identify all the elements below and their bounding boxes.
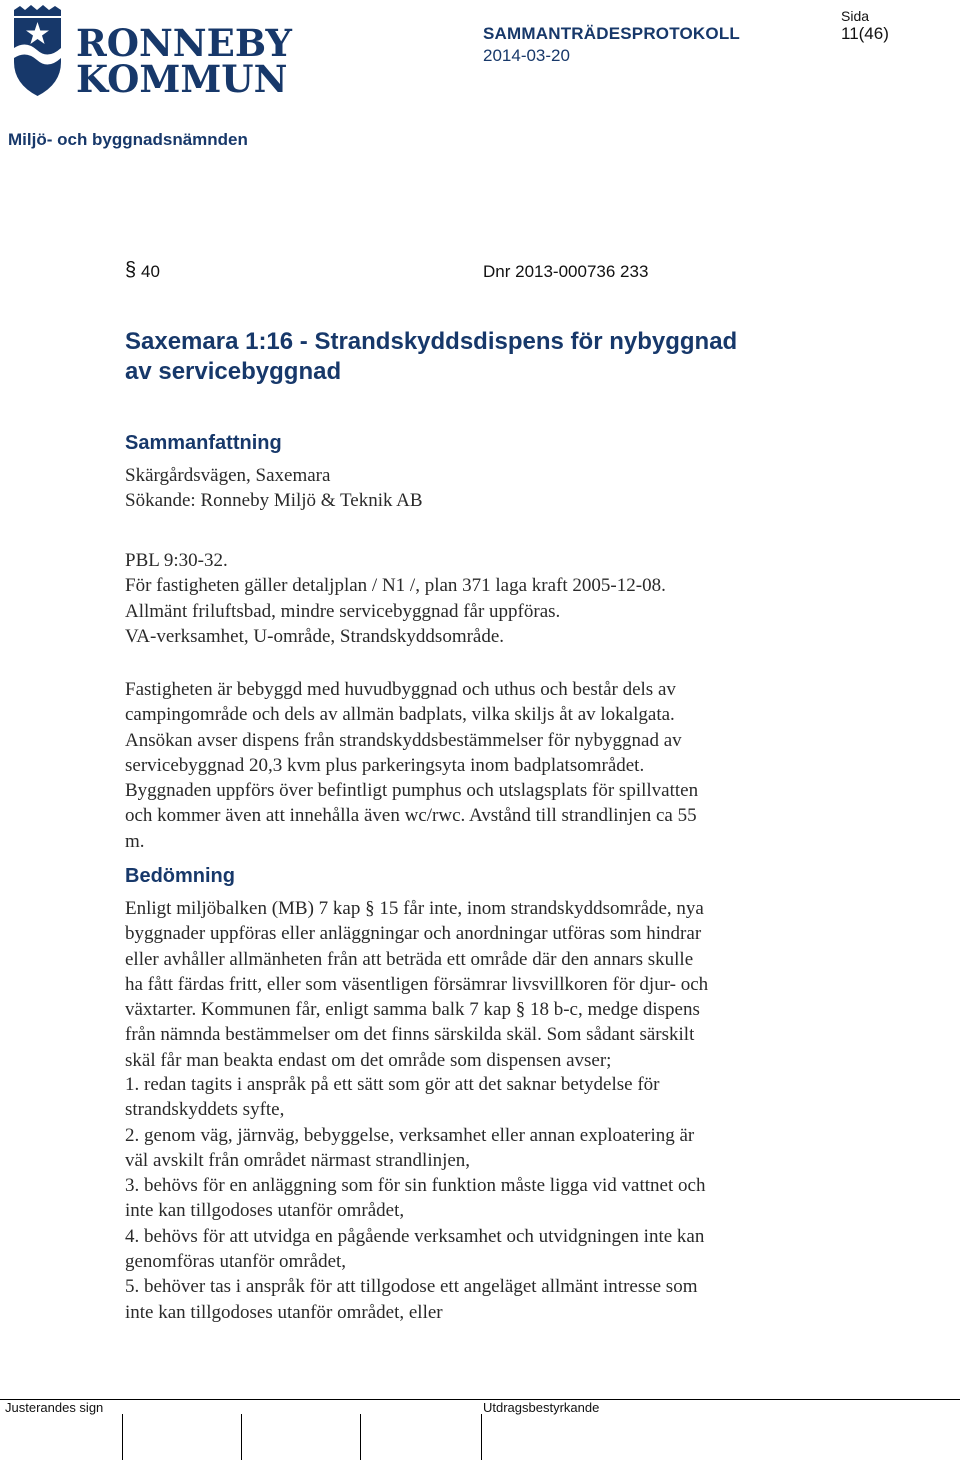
text-line: från nämnda bestämmelser om det finns särskilda skäl. Som sådant särskilt [125, 1024, 695, 1046]
signature-box-divider [122, 1414, 123, 1460]
list-item-line: 3. behövs för en anläggning som för sin funktion måste ligga vid vattnet och [125, 1175, 706, 1197]
text-line: m. [125, 830, 145, 852]
text-line: Enligt miljöbalken (MB) 7 kap § 15 får inte, inom strandskyddsområde, nya [125, 898, 704, 919]
list-item-line: 2. genom väg, järnväg, bebyggelse, verksamhet eller annan exploatering är [125, 1124, 695, 1146]
summary-heading: Sammanfattning [125, 432, 282, 454]
text-line: Sökande: Ronneby Miljö & Teknik AB [125, 490, 423, 512]
page-title [125, 327, 845, 387]
committee-name: Miljö- och byggnadsnämnden [8, 130, 248, 149]
text-line: campingområde och dels av allmän badplats, vilka skiljs åt av lokalgata. [125, 704, 675, 726]
list-item [125, 1274, 815, 1325]
list-item-line: 1. redan tagits i anspråk på ett sätt som gör att det saknar betydelse för [125, 1074, 660, 1095]
logo-text-kommun: KOMMUN [76, 57, 288, 101]
extract-certification-label: Utdragsbestyrkande [483, 1400, 600, 1415]
plan-info-block [125, 548, 885, 649]
text-line: Fastigheten är bebyggd med huvudbyggnad och uthus och består dels av [125, 679, 676, 700]
text-line: servicebyggnad 20,3 kvm plus parkeringsyta inom badplatsområdet. [125, 754, 645, 776]
signature-box-divider [241, 1414, 242, 1460]
list-item-line: väl avskilt från området närmast strandlinjen, [125, 1149, 471, 1171]
page-label: Sida [841, 8, 870, 24]
text-line: Skärgårdsvägen, Saxemara [125, 465, 331, 486]
text-line: eller avhåller allmänheten från att beträda ett område där den annars skulle [125, 948, 694, 970]
signature-label: Justerandes sign [5, 1400, 104, 1415]
list-item-line: inte kan tillgodoses utanför området, [125, 1200, 405, 1222]
logo-text-ronneby: RONNEBY [76, 21, 292, 65]
text-line: För fastigheten gäller detaljplan / N1 /, plan 371 laga kraft 2005-12-08. [125, 575, 666, 597]
list-item [125, 1173, 815, 1224]
address-block [125, 463, 885, 514]
list-item-line: genomföras utanför området, [125, 1251, 347, 1273]
text-line: byggnader uppföras eller anläggningar och anordningar utföras som hindrar [125, 923, 702, 945]
title-line: Saxemara 1:16 - Strandskyddsdispens för nybyggnad [125, 328, 738, 355]
list-item-line: 5. behöver tas i anspråk för att tillgodose ett angeläget allmänt intresse som [125, 1276, 698, 1298]
list-item [125, 1123, 815, 1174]
list-item-line: strandskyddets syfte, [125, 1099, 285, 1121]
list-item [125, 1224, 815, 1275]
signature-box-divider [360, 1414, 361, 1460]
page-number: 11(46) [841, 24, 889, 43]
text-line: Byggnaden uppförs över befintligt pumphus och utslagsplats för spillvatten [125, 780, 699, 802]
meeting-date: 2014-03-20 [483, 46, 570, 65]
text-line: VA-verksamhet, U-område, Strandskyddsområde. [125, 625, 505, 647]
assessment-text [125, 896, 815, 1073]
text-line: ha fått färdas fritt, eller som väsentligen försämrar livsvillkoren för djur- och [125, 973, 709, 995]
diary-number: Dnr 2013-000736 233 [483, 262, 649, 281]
criteria-list [125, 1072, 815, 1325]
text-line: Ansökan avser dispens från strandskyddsbestämmelser för nybyggnad av [125, 729, 682, 751]
paragraph-number: 40 [141, 262, 160, 281]
footer-divider [0, 1399, 960, 1400]
text-line: PBL 9:30-32. [125, 550, 228, 571]
coat-of-arms-icon [10, 4, 292, 101]
text-line: och kommer även att innehålla även wc/rwc. Avstånd till strandlinjen ca 55 [125, 805, 697, 827]
list-item-line: 4. behövs för att utvidga en pågående verksamhet och utvidgningen inte kan [125, 1225, 705, 1247]
signature-box-divider [481, 1414, 482, 1460]
list-item [125, 1072, 815, 1123]
property-description [125, 677, 805, 854]
ronneby-kommun-logo [10, 4, 292, 101]
text-line: Allmänt friluftsbad, mindre servicebyggnad får uppföras. [125, 600, 561, 622]
list-item-line: inte kan tillgodoses utanför området, eller [125, 1301, 443, 1323]
assessment-heading: Bedömning [125, 865, 235, 887]
document-type: SAMMANTRÄDESPROTOKOLL [483, 24, 740, 43]
text-line: växtarter. Kommunen får, enligt samma balk 7 kap § 18 b-c, medge dispens [125, 999, 700, 1021]
text-line: skäl får man beakta endast om det område som dispensen avser; [125, 1049, 612, 1071]
title-line: av servicebyggnad [125, 358, 342, 385]
paragraph-sign: § [125, 259, 137, 281]
